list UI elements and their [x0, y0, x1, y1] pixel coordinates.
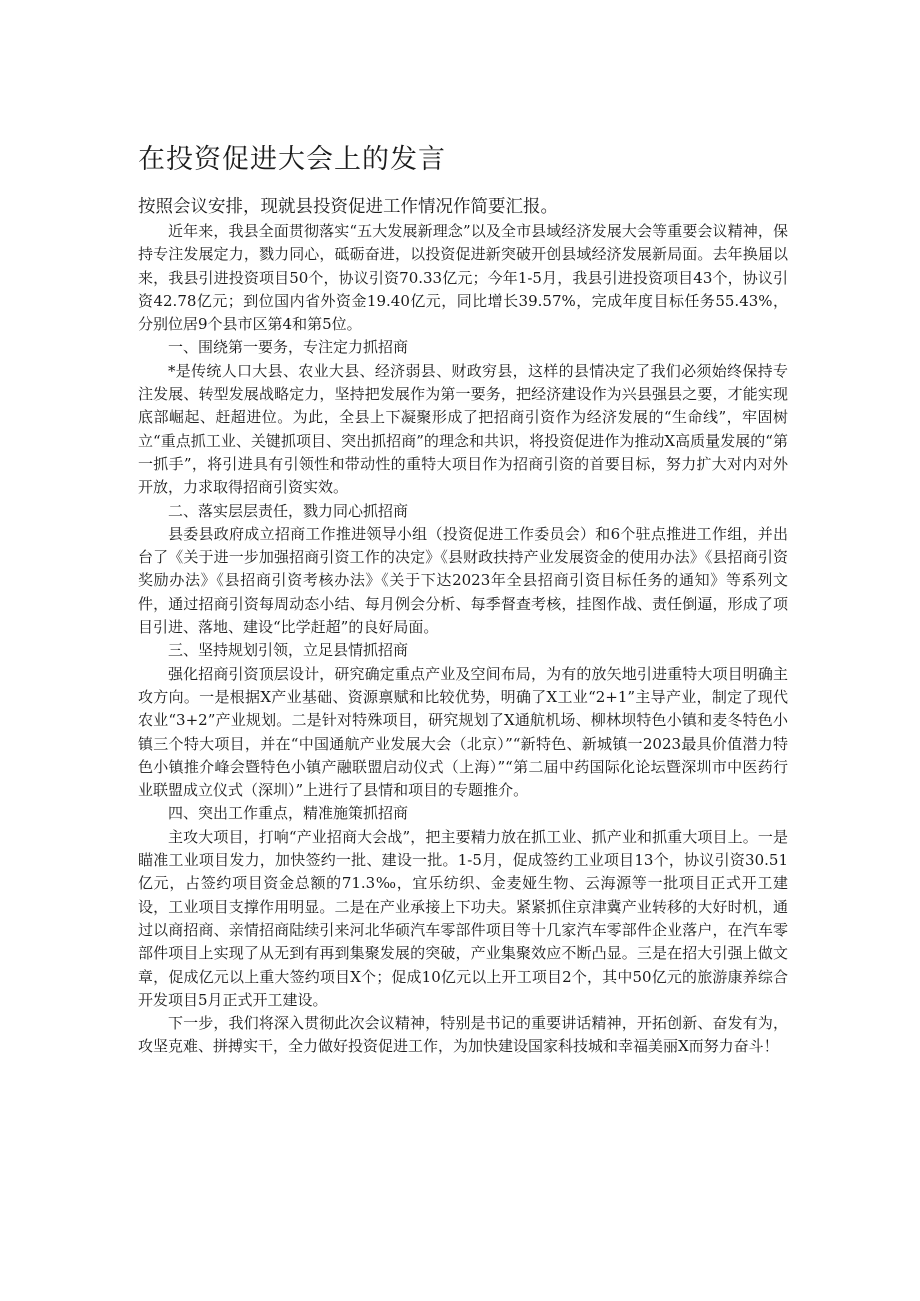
paragraph-closing: 下一步，我们将深入贯彻此次会议精神，特别是书记的重要讲话精神，开拓创新、奋发有为，攻坚克难、拼搏实干，全力做好投资促进工作，为加快建设国家科技城和幸福美丽X而努力奋斗！ [138, 1014, 788, 1056]
paragraph-section-2: 县委县政府成立招商工作推进领导小组（投资促进工作委员会）和6个驻点推进工作组，并出台了《关于进一步加强招商引资工作的决定》《县财政扶持产业发展资金的使用办法》《县招商引资奖励办法》《县招商引资考核办法》《关于下达2023年全县招商引资目标任务的通知》等系列文件，通过招商引资每周动态小结、每月例会分析、每季督查考核，挂图作战、责任倒逼，形成了项目引进、落地、建设“比学赶超”的良好局面。 [138, 524, 788, 637]
paragraph-section-3: 强化招商引资顶层设计，研究确定重点产业及空间布局，为有的放矢地引进重特大项目明确主攻方向。一是根据X产业基础、资源禀赋和比较优势，明确了X工业“2+1”主导产业，制定了现代农业“3+2”产业规划。二是针对特殊项目，研究规划了X通航机场、柳林坝特色小镇和麦冬特色小镇三个特大项目，并在“中国通航产业发展大会（北京）”“新特色、新城镇一2023最具价值潜力特色小镇推介峰会暨特色小镇产融联盟启动仪式（上海）”“第二届中药国际化论坛暨深圳市中医药行业联盟成立仪式（深圳）”上进行了县情和项目的专题推介。 [138, 664, 788, 800]
section-heading-1: 一、围绕第一要务，专注定力抓招商 [168, 338, 409, 357]
paragraph-section-1: *是传统人口大县、农业大县、经济弱县、财政穷县，这样的县情决定了我们必须始终保持专注发展、转型发展战略定力，坚持把发展作为第一要务，把经济建设作为兴县强县之要，才能实现底部崛起、赶超进位。为此，全县上下凝聚形成了把招商引资作为经济发展的“生命线”，牢固树立“重点抓工业、关键抓项目、突出抓招商”的理念和共识，将投资促进作为推动X高质量发展的“第一抓手”，将引进具有引领性和带动性的重特大项目作为招商引资的首要目标，努力扩大对内对外开放，力求取得招商引资实效。 [138, 361, 788, 497]
section-heading-2: 二、落实层层责任，戮力同心抓招商 [168, 501, 409, 520]
intro-sentence: 按照会议安排，现就县投资促进工作情况作简要汇报。 [138, 197, 558, 217]
section-heading-4: 四、突出工作重点，精准施策抓招商 [168, 804, 409, 823]
paragraph-section-4: 主攻大项目，打响“产业招商大会战”，把主要精力放在抓工业、抓产业和抓重大项目上。一是瞄准工业项目发力，加快签约一批、建设一批。1-5月，促成签约工业项目13个，协议引资30.51亿元，占签约项目资金总额的71.3‰，宜乐纺织、金麦娅生物、云海源等一批项目正式开工建设，工业项目支撑作用明显。二是在产业承接上下功夫。紧紧抓住京津冀产业转移的大好时机，通过以商招商、亲情招商陆续引来河北华硕汽车零部件项目等十几家汽车零部件企业落户，在汽车零部件项目上实现了从无到有再到集聚发展的突破，产业集聚效应不断凸显。三是在招大引强上做文章，促成亿元以上重大签约项目X个；促成10亿元以上开工项目2个，其中50亿元的旅游康养综合开发项目5月正式开工建设。 [138, 827, 788, 1009]
paragraph-overview: 近年来，我县全面贯彻落实“五大发展新理念”以及全市县域经济发展大会等重要会议精神，保持专注发展定力，戮力同心，砥砺奋进，以投资促进新突破开创县域经济发展新局面。去年换届以来，我县引进投资项目50个，协议引资70.33亿元；今年1-5月，我县引进投资项目43个，协议引资42.78亿元；到位国内省外资金19.40亿元，同比增长39.57%，完成年度目标任务55.43%，分别位居9个县市区第4和第5位。 [138, 222, 788, 334]
document-title: 在投资促进大会上的发言 [138, 144, 446, 175]
section-heading-3: 三、坚持规划引领，立足县情抓招商 [168, 641, 409, 660]
document-page [138, 140, 788, 1059]
